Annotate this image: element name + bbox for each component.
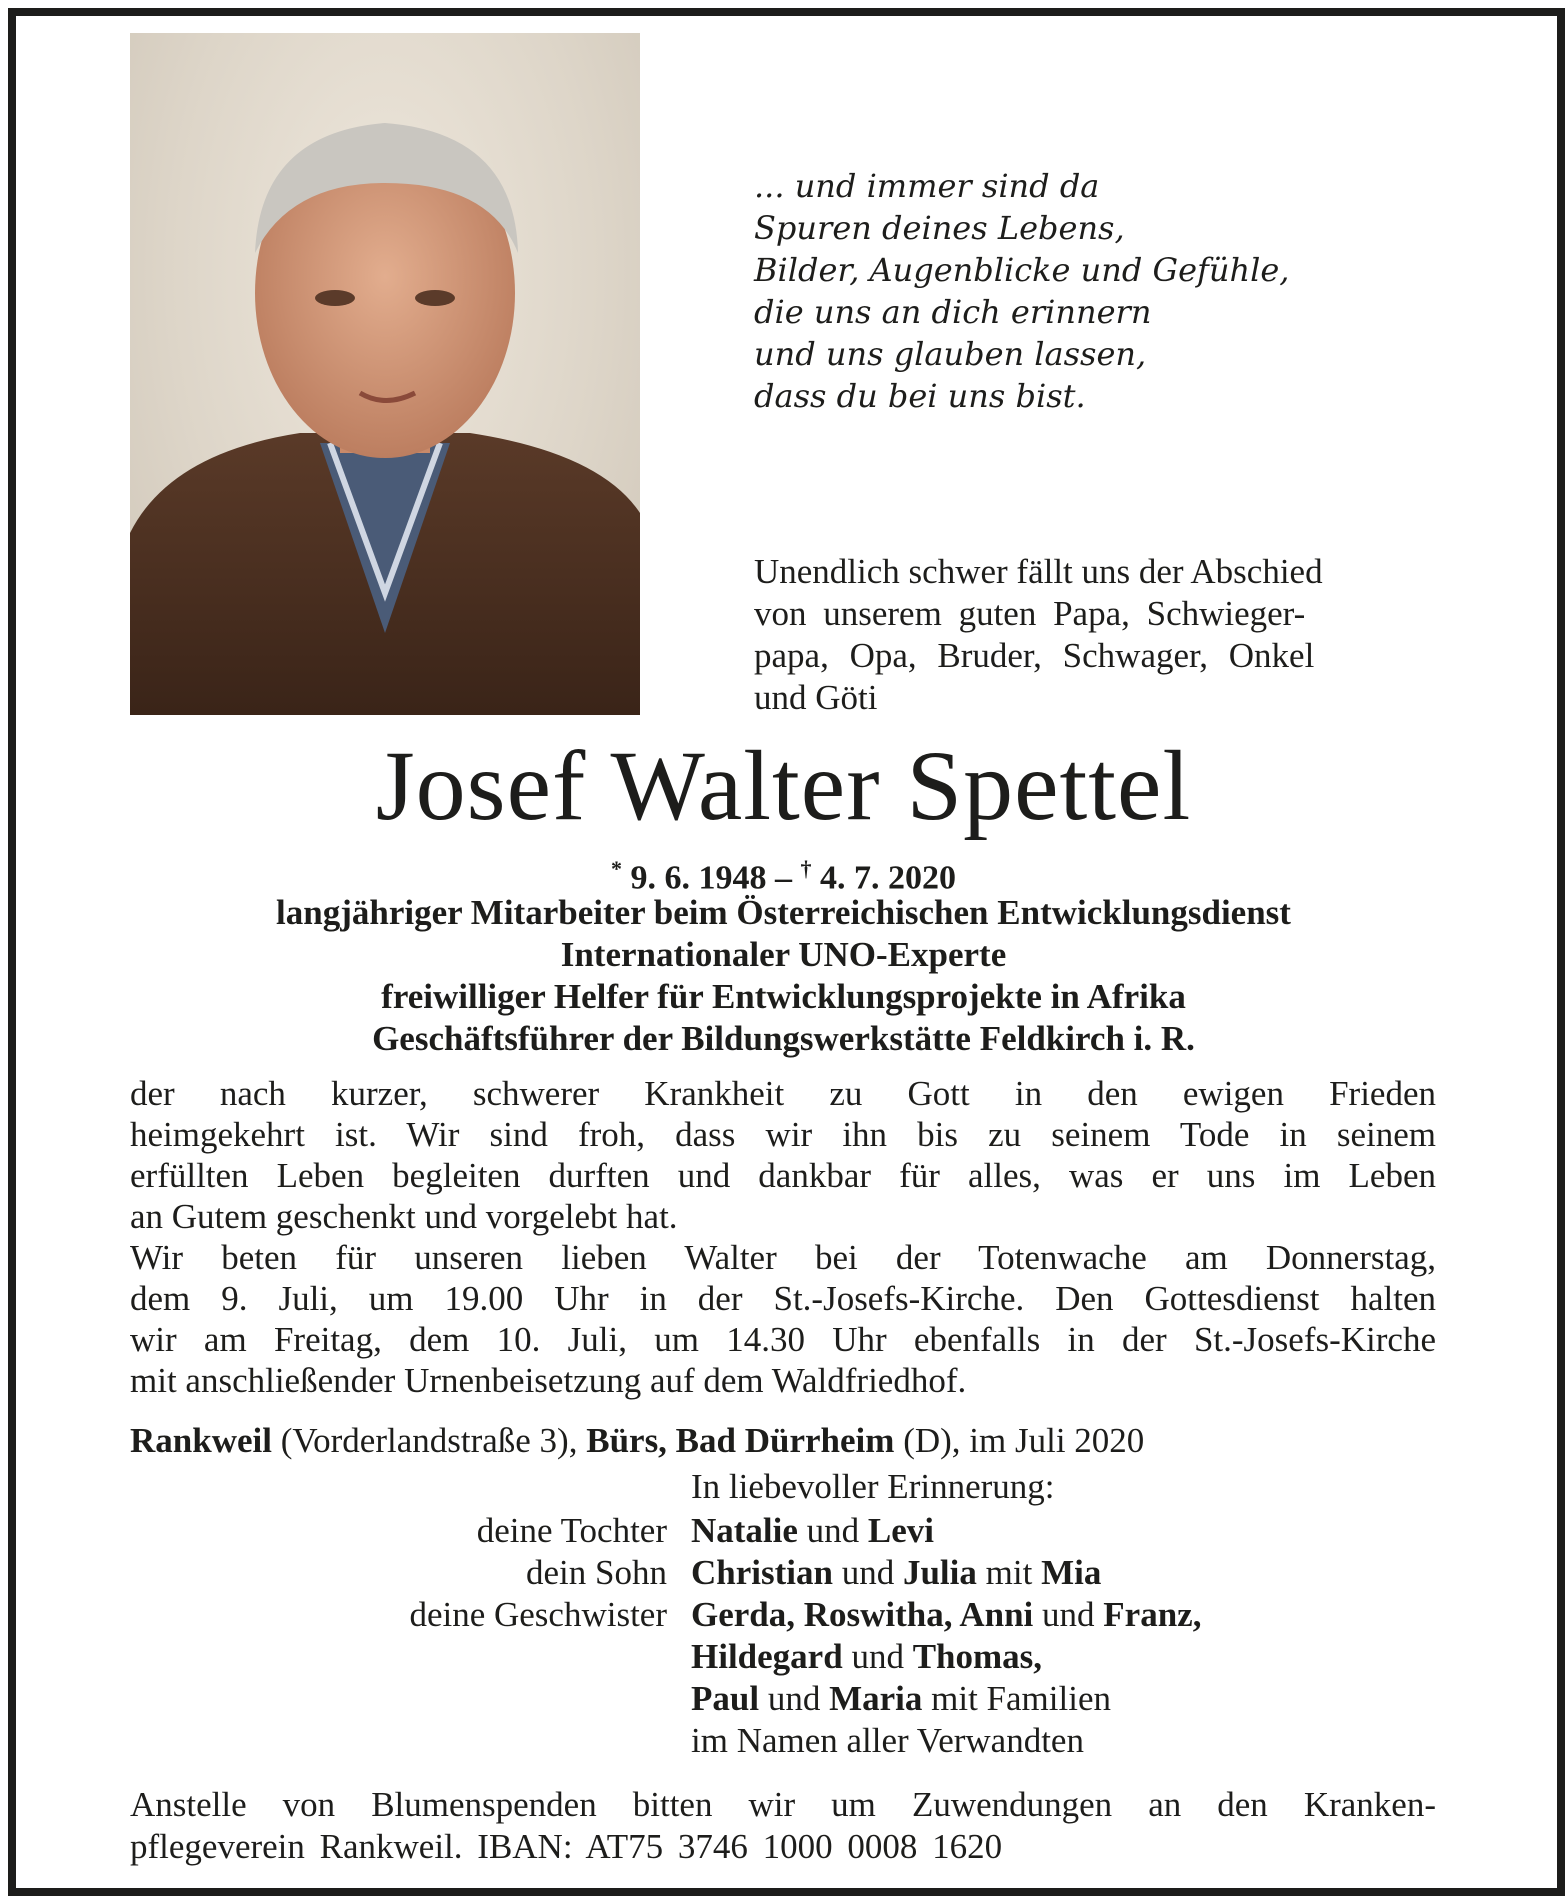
donation-line: Anstelle von Blumenspenden bitten wir um Zuwendungen an den Kranken- xyxy=(130,1785,1436,1824)
place-city: Bürs, Bad Dürrheim xyxy=(586,1421,895,1460)
relative-row xyxy=(130,1636,1201,1678)
relative-names xyxy=(691,1678,1111,1720)
conjunction: und xyxy=(1042,1595,1095,1634)
relatives-list xyxy=(130,1510,1201,1762)
poem-line: Bilder, Augenblicke und Gefühle, xyxy=(754,251,1290,289)
intro-line: von unserem guten Papa, Schwieger- xyxy=(754,594,1306,633)
conjunction: mit xyxy=(985,1553,1033,1592)
conjunction: und xyxy=(841,1553,895,1592)
relative-names xyxy=(691,1510,934,1552)
relative-row xyxy=(130,1678,1201,1720)
deceased-name: Josef Walter Spettel xyxy=(375,730,1192,841)
place-line xyxy=(130,1420,1450,1462)
body-line: heimgekehrt ist. Wir sind froh, dass wir ihn bis zu seinem Tode in seinem xyxy=(130,1115,1436,1154)
conjunction: und xyxy=(806,1511,860,1550)
relative-names xyxy=(691,1552,1101,1594)
poem xyxy=(754,165,1474,417)
relative-name: Christian xyxy=(691,1553,833,1592)
relative-name: Gerda, Roswitha, Anni xyxy=(691,1595,1034,1634)
relative-label: deine Tochter xyxy=(476,1511,667,1550)
relative-name: Levi xyxy=(867,1511,935,1550)
relative-name: Franz, xyxy=(1103,1595,1202,1634)
body-line: wir am Freitag, dem 10. Juli, um 14.30 Uhr ebenfalls in der St.-Josefs-Kirche xyxy=(130,1320,1436,1359)
relative-name: Mia xyxy=(1041,1553,1102,1592)
poem-line: ... und immer sind da xyxy=(754,167,1100,205)
intro-line: papa, Opa, Bruder, Schwager, Onkel xyxy=(754,636,1315,675)
relative-label: deine Geschwister xyxy=(409,1595,667,1634)
portrait-photo xyxy=(130,33,640,715)
donation-note xyxy=(130,1784,1436,1868)
body-line: an Gutem geschenkt und vorgelebt hat. xyxy=(130,1197,678,1236)
relatives-note: im Namen aller Verwandten xyxy=(691,1721,1084,1760)
intro-text xyxy=(754,551,1434,719)
body-line: der nach kurzer, schwerer Krankheit zu Gott in den ewigen Frieden xyxy=(130,1074,1436,1113)
intro-line: und Göti xyxy=(754,678,878,717)
relative-row xyxy=(130,1594,1201,1636)
relative-name: Hildegard xyxy=(691,1637,843,1676)
relative-names xyxy=(691,1636,1042,1678)
relative-row xyxy=(130,1510,1201,1552)
relative-label: dein Sohn xyxy=(526,1553,667,1592)
conjunction: und xyxy=(851,1637,904,1676)
place-address: (Vorderlandstraße 3), xyxy=(280,1421,578,1460)
donation-line: pflegeverein Rankweil. IBAN: AT75 3746 1000 0008 1620 xyxy=(130,1827,1003,1866)
place-city: Rankweil xyxy=(130,1421,272,1460)
poem-line: und uns glauben lassen, xyxy=(754,335,1147,373)
role-line: freiwilliger Helfer für Entwicklungsprojekte in Afrika xyxy=(381,977,1186,1016)
body-line: erfüllten Leben begleiten durften und dankbar für alles, was er uns im Leben xyxy=(130,1156,1436,1195)
place-date: im Juli 2020 xyxy=(969,1421,1145,1460)
poem-line: die uns an dich erinnern xyxy=(754,293,1152,331)
role-line: Geschäftsführer der Bildungswerkstätte Feldkirch i. R. xyxy=(372,1019,1195,1058)
relative-note: mit Familien xyxy=(931,1679,1111,1718)
relative-row xyxy=(130,1720,1201,1762)
relative-name: Julia xyxy=(902,1553,977,1592)
death-symbol: † xyxy=(800,856,812,881)
relative-row xyxy=(130,1552,1201,1594)
role-line: langjähriger Mitarbeiter beim Österreichischen Entwicklungsdienst xyxy=(276,893,1291,932)
conjunction: und xyxy=(767,1679,821,1718)
relative-names xyxy=(691,1594,1201,1636)
relative-name: Natalie xyxy=(691,1511,798,1550)
role-line: Internationaler UNO-Experte xyxy=(560,935,1007,974)
date-separator: – xyxy=(775,859,792,897)
body-text xyxy=(130,1073,1436,1401)
poem-line: dass du bei uns bist. xyxy=(754,377,1086,415)
birth-symbol: * xyxy=(611,856,622,881)
roles-list xyxy=(0,892,1567,1060)
relative-name: Maria xyxy=(829,1679,923,1718)
birth-date: 9. 6. 1948 xyxy=(630,859,767,897)
body-line: dem 9. Juli, um 19.00 Uhr in der St.-Josefs-Kirche. Den Gottesdienst halten xyxy=(130,1279,1436,1318)
place-country: (D), xyxy=(903,1421,961,1460)
death-date: 4. 7. 2020 xyxy=(820,859,956,897)
relative-name: Thomas, xyxy=(912,1637,1043,1676)
body-line: mit anschließender Urnenbeisetzung auf dem Waldfriedhof. xyxy=(130,1361,967,1400)
intro-line: Unendlich schwer fällt uns der Abschied xyxy=(754,552,1323,591)
body-line: Wir beten für unseren lieben Walter bei der Totenwache am Donnerstag, xyxy=(130,1238,1436,1277)
portrait-illustration xyxy=(130,33,640,715)
relative-name: Paul xyxy=(691,1679,760,1718)
poem-line: Spuren deines Lebens, xyxy=(754,209,1125,247)
memory-heading: In liebevoller Erinnerung: xyxy=(691,1467,1055,1506)
